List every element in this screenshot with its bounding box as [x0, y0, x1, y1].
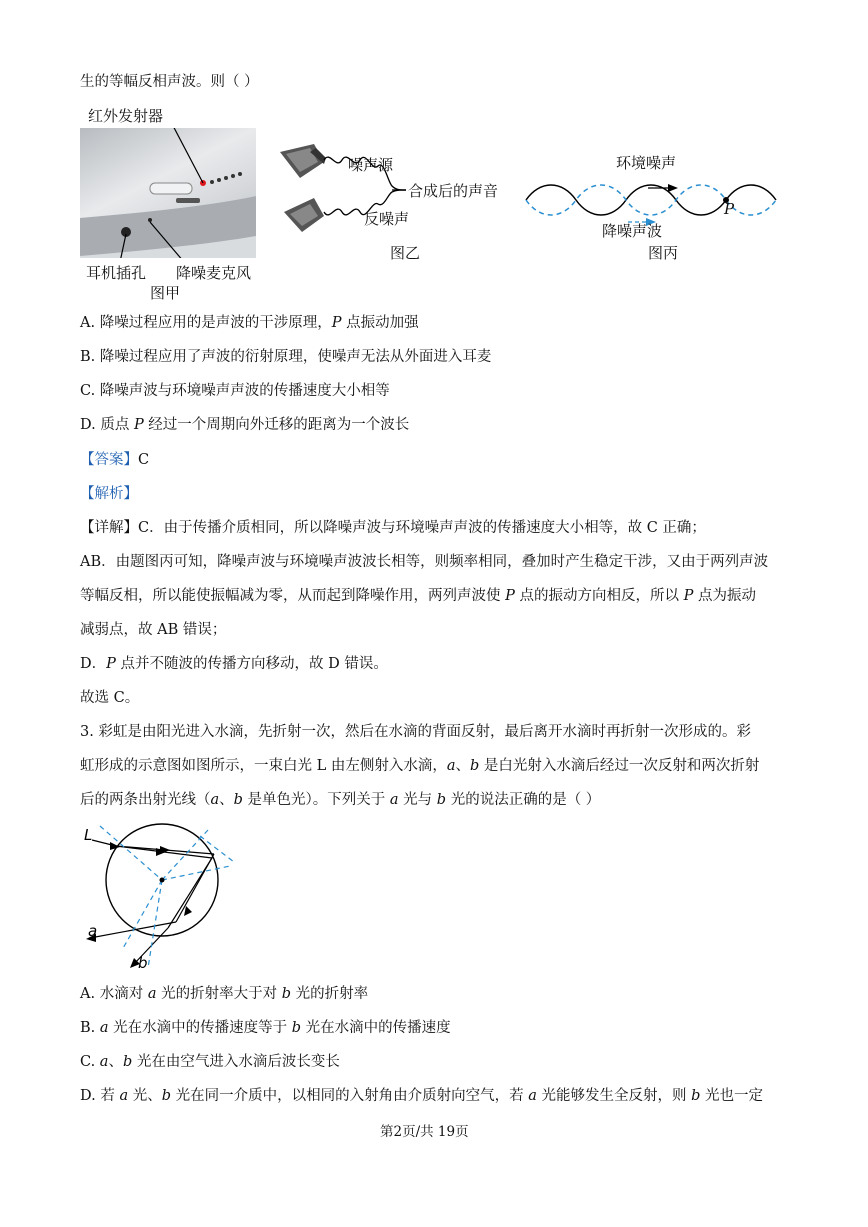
environment-noise-label: 环境噪声	[616, 154, 677, 172]
q3-option-a: A. 水滴对 a 光的折射率大于对 b 光的折射率	[80, 986, 369, 1002]
noise-mic-label: 降噪麦克风	[176, 264, 252, 282]
q2-option-c: C. 降噪声波与环境噪声声波的传播速度大小相等	[80, 383, 390, 399]
q3-stem-1: 3. 彩虹是由阳光进入水滴，先折射一次，然后在水滴的背面反射，最后离开水滴时再折射一次形成的。彩	[80, 724, 751, 740]
q3-stem-2: 虹形成的示意图如图所示，一束白光 L 由左侧射入水滴，a、b 是白光射入水滴后经过一次反射和两次折射	[80, 758, 760, 774]
anti-noise-wave	[526, 185, 776, 215]
q3-option-d: D. 若 a 光、b 光在同一介质中，以相同的入射角由介质射向空气，若 a 光能够发生全反射，则 b 光也一定	[80, 1088, 763, 1104]
figure-bing	[520, 150, 790, 265]
q3-stem-3: 后的两条出射光线（a、b 是单色光）。下列关于 a 光与 b 光的说法正确的是（ ）	[80, 792, 601, 808]
q2-detail-5: D．P 点并不随波的传播方向移动，故 D 错误。	[80, 656, 388, 672]
environment-noise-wave	[526, 185, 776, 215]
q2-option-a: A. 降噪过程应用的是声波的干涉原理，P 点振动加强	[80, 315, 419, 331]
combined-sound-label: 合成后的声音	[408, 182, 499, 200]
q2-detail-3: 等幅反相，所以能使振幅减为零，从而起到降噪作用，两列声波使 P 点的振动方向相反，所以 P 点为振动	[80, 588, 756, 604]
ir-emitter-label: 红外发射器	[88, 107, 164, 125]
q2-detail-1: 【详解】C．由于传播介质相同，所以降噪声波与环境噪声声波的传播速度大小相等，故 C 正确；	[80, 520, 706, 536]
page-footer: 第2页/共 19页	[380, 1124, 469, 1140]
q2-option-b: B. 降噪过程应用了声波的衍射原理，使噪声无法从外面进入耳麦	[80, 349, 492, 365]
ray-a-label: a	[88, 922, 98, 940]
q2-conclusion: 故选 C。	[80, 690, 140, 706]
figure-jia	[80, 100, 280, 300]
figure-yi	[280, 140, 520, 265]
figure-yi-caption: 图乙	[390, 244, 421, 262]
q2-detail-4: 减弱点，故 AB 错误；	[80, 622, 227, 638]
q2-answer: 【答案】C	[80, 452, 150, 468]
phone-photo	[80, 128, 256, 258]
noise-source-label: 噪声源	[348, 156, 394, 174]
figure-bing-caption: 图丙	[648, 244, 679, 262]
anti-noise-label: 反噪声	[364, 210, 410, 228]
ray-l-label: L	[84, 826, 93, 844]
figure-jia-caption: 图甲	[150, 284, 181, 302]
anti-noise-wave-label: 降噪声波	[602, 222, 663, 240]
q2-detail-2: AB．由题图丙可知，降噪声波与环境噪声波波长相等，则频率相同，叠加时产生稳定干涉，又由于两列声波	[80, 554, 769, 570]
q2-stem-tail: 生的等幅反相声波。则（ ）	[80, 74, 259, 90]
ray-b-label: b	[138, 954, 148, 972]
figure-raindrop	[80, 818, 250, 978]
q3-option-b: B. a 光在水滴中的传播速度等于 b 光在水滴中的传播速度	[80, 1020, 451, 1036]
raindrop-diagram	[80, 818, 250, 978]
q2-option-d: D. 质点 P 经过一个周期向外迁移的距离为一个波长	[80, 417, 410, 433]
point-p-label: P	[724, 200, 735, 218]
q3-option-c: C. a、b 光在由空气进入水滴后波长变长	[80, 1054, 340, 1070]
q2-analysis-tag: 【解析】	[80, 486, 138, 502]
headphone-jack-label: 耳机插孔	[86, 264, 147, 282]
